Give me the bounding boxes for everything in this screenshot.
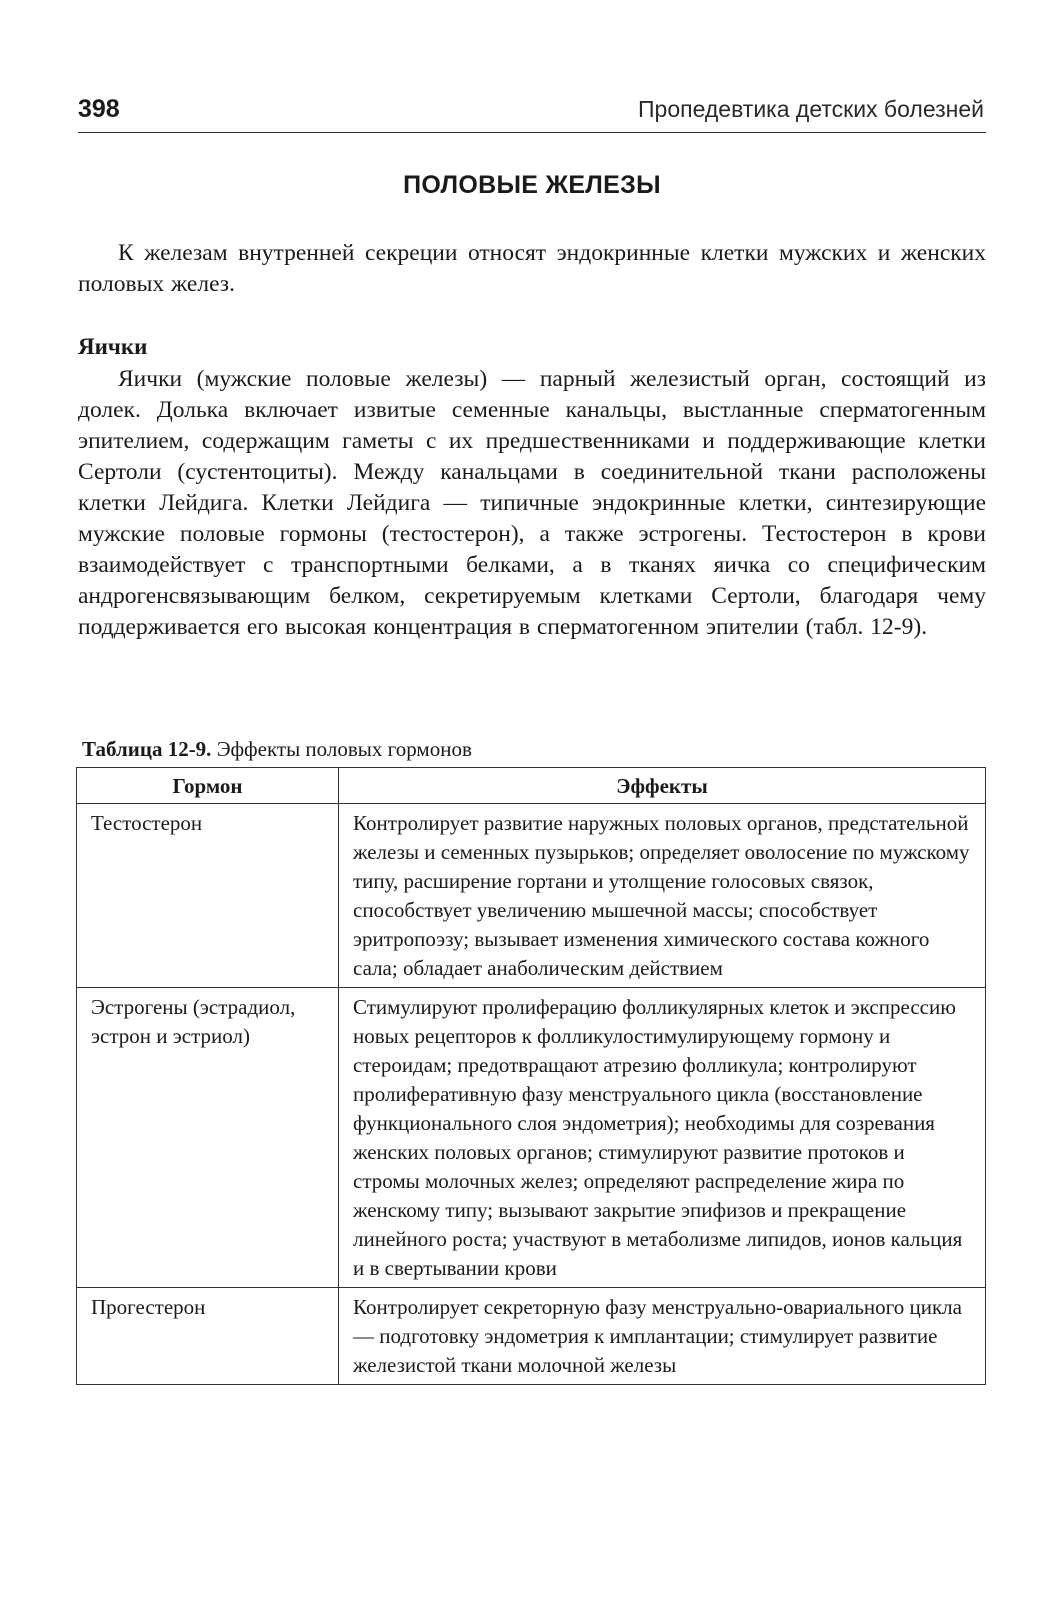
table-row [77,1288,986,1385]
header-hormone: Гормон [77,768,339,804]
intro-paragraph: К железам внутренней секреции относят эндокринные клетки мужских и женских половых желез. [78,240,986,297]
header-effects: Эффекты [339,768,986,804]
table-row [77,804,986,988]
table-caption-label: Таблица 12-9. [82,737,212,761]
testes-paragraph: Яички (мужские половые железы) — парный железистый орган, состоящий из долек. Долька включает извитые семенные канальцы, выстланные сперматогенным эпителием, содержащим гаметы с их предшественниками и поддерживающие клетки Сертоли (сустентоциты). Между канальцами в соединительной ткани расположены клетки Лейдига. Клетки Лейдига — типичные эндокринные клетки, синтезирующие мужские половые гормоны (тестостерон), а также эстрогены. Тестостерон в крови взаимодействует с транспортными белками, а в тканях яичка со специфическим андрогенсвязывающим белком, секретируемым клетками Сертоли, благодаря чему поддерживается его высокая концентрация в сперматогенном эпителии (табл. 12-9). [78,366,986,640]
testes-heading: Яички [78,334,148,359]
page-number: 398 [78,95,120,123]
hormone-effects-table [76,767,986,1385]
effects-cell: Стимулируют пролиферацию фолликулярных клеток и экспрессию новых рецепторов к фолликулостимулирующему гормону и стероидам; предотвращают атрезию фолликула; контролируют пролиферативную фазу менструального цикла (восстановление функционального слоя эндометрия); необходимы для созревания женских половых органов; стимулируют развитие протоков и стромы молочных желез; определяют распределение жира по женскому типу; вызывают закрытие эпифизов и прекращение линейного роста; участвуют в метаболизме липидов, ионов кальция и в свертывании крови [339,988,986,1288]
hormone-cell: Прогестерон [77,1288,339,1385]
running-title: Пропедевтика детских болезней [638,96,984,122]
effects-cell: Контролирует развитие наружных половых органов, предстательной железы и семенных пузырьков; определяет оволосение по мужскому типу, расширение гортани и утолщение голосовых связок, способствует увеличению мышечной массы; способствует эритропоэзу; вызывает изменения химического состава кожного сала; обладает анаболическим действием [339,804,986,988]
table-caption-text: Эффекты половых гормонов [211,737,472,761]
table-caption [82,734,472,764]
table-row [77,988,986,1288]
section-title: ПОЛОВЫЕ ЖЕЛЕЗЫ [403,171,661,199]
hormone-cell: Эстрогены (эстрадиол, эстрон и эстриол) [77,988,339,1288]
hormone-cell: Тестостерон [77,804,339,988]
table-header-row [77,768,986,804]
page-header [78,92,986,133]
effects-cell: Контролирует секреторную фазу менструально-овариального цикла — подготовку эндометрия к имплантации; стимулирует развитие железистой ткани молочной железы [339,1288,986,1385]
